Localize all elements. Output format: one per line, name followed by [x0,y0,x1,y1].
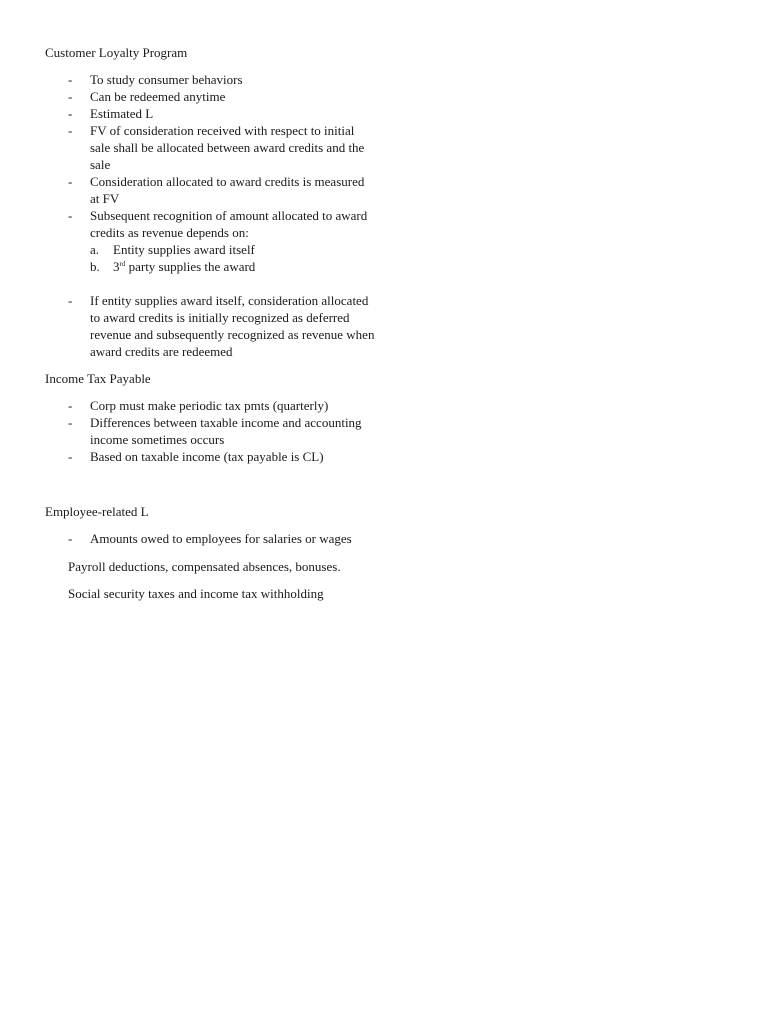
list-item [45,530,375,547]
ordinal-number: 3 [113,259,120,274]
list-item-text: Corp must make periodic tax pmts (quarterly) [90,398,329,413]
payroll-note: Payroll deductions, compensated absences, bonuses. [68,559,341,574]
list-item [45,88,375,105]
list-item-text: Subsequent recognition of amount allocated to award credits as revenue depends on: [90,208,368,240]
employee-bullet-list [45,530,375,547]
loyalty-bullet-list [45,71,375,360]
heading-customer-loyalty-program: Customer Loyalty Program [45,45,188,60]
document-page [45,44,375,602]
sublist-item-text: Entity supplies award itself [113,242,255,257]
bullet-dash: - [68,174,73,189]
list-item [45,448,375,465]
bullet-dash: - [68,106,73,121]
heading-income-tax-payable: Income Tax Payable [45,371,151,386]
list-item-text: Differences between taxable income and accounting income sometimes occurs [90,415,362,447]
list-item [45,105,375,122]
list-item [45,173,375,207]
list-item [45,414,375,448]
list-item [45,397,375,414]
bullet-dash: - [68,531,73,546]
sublist-marker: b. [90,259,100,274]
bullet-dash: - [68,123,73,138]
sublist-item [90,241,375,258]
income-tax-bullet-list [45,397,375,465]
list-item [45,122,375,173]
taxes-note: Social security taxes and income tax withholding [68,586,324,601]
list-item-text: To study consumer behaviors [90,72,243,87]
list-item-text: If entity supplies award itself, consideration allocated to award credits is initially recognized as deferred revenue and subsequently recognized as revenue when award credits are redeemed [90,293,375,359]
bullet-dash: - [68,398,73,413]
bullet-dash: - [68,449,73,464]
bullet-dash: - [68,293,73,308]
heading-employee-related-l: Employee-related L [45,504,149,519]
list-item-text: Estimated L [90,106,154,121]
list-item [45,71,375,88]
bullet-dash: - [68,208,73,223]
bullet-dash: - [68,89,73,104]
list-item-text: FV of consideration received with respect to initial sale shall be allocated between award credits and the sale [90,123,365,172]
list-item [45,207,375,275]
list-item-text: Based on taxable income (tax payable is CL) [90,449,324,464]
list-item-text: Can be redeemed anytime [90,89,226,104]
sublist-item [90,258,375,275]
ordinal-suffix: rd [119,260,126,268]
bullet-dash: - [68,415,73,430]
sublist-item-text: party supplies the award [125,259,256,274]
recognition-sublist [90,241,375,275]
sublist-marker: a. [90,242,100,257]
list-item [45,292,375,360]
list-item-text: Consideration allocated to award credits is measured at FV [90,174,365,206]
list-item-text: Amounts owed to employees for salaries or wages [90,531,352,546]
bullet-dash: - [68,72,73,87]
